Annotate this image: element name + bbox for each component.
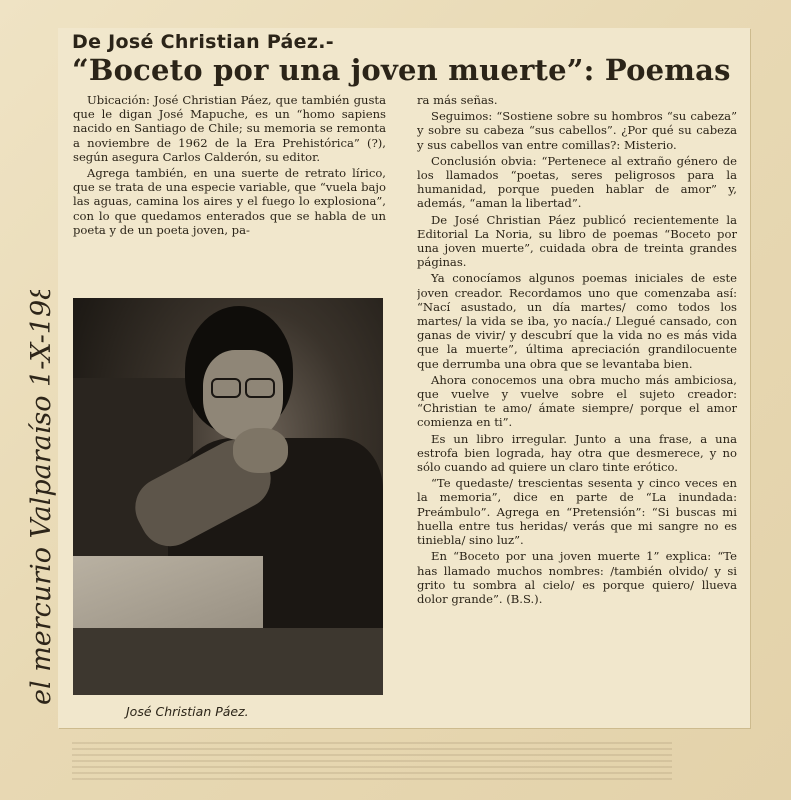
paragraph: Seguimos: “Sostiene sobre su hombros “su cabeza” y sobre su cabeza “sus cabellos”. ¿Por qué su cabeza y sus cabellos van entre comillas?: Misterio. [417,109,737,152]
paragraph: “Te quedaste/ trescientas sesenta y cinco veces en la memoria”, dice en parte de “La inundada: Preámbulo”. Agrega en “Pretensión”: “Si buscas mi huella entre tus heridas/ verás que mi sangre no es tiniebla/ sino luz”. [417,476,737,548]
article-column-right [417,93,737,727]
photo-caption: José Christian Páez. [126,704,249,719]
handwritten-note-text: el mercurio Valparaíso 1-X-1986 p. 8 [26,290,57,705]
author-photo [73,298,383,695]
paragraph: Ya conocíamos algunos poemas iniciales de este joven creador. Recordamos uno que comenzaba así: “Nací asustado, un día martes/ como todos los martes/ la vida se iba, yo nacía./ Llegué cansado, con ganas de vivir/ y descubrí que la vida no es más vida que la muerte”, última apreciación grandilocuente que derrumba una obra que se levantaba bien. [417,271,737,371]
article-column-left [73,93,386,287]
paragraph: Conclusión obvia: “Pertenece al extraño género de los llamados “poetas, seres peligrosos para la humanidad, porque pueden hablar de amor” y, además, “aman la libertad”. [417,153,737,211]
paragraph: ra más señas. [417,93,498,107]
paragraph: Agrega también, en una suerte de retrato lírico, que se trata de una especie variable, que “vuela bajo las aguas, camina los aires y el fuego lo explosiona”, con lo que quedamos enterados que se habla de un poeta y de un poeta joven, pa- [73,166,386,237]
article-byline: De José Christian Páez.- [72,31,334,53]
paragraph: Ahora conocemos una obra mucho más ambiciosa, que vuelve y vuelve sobre el sujeto creador: “Christian te amo/ ámate siempre/ porque el amor comienza en ti”. [417,372,737,430]
paragraph: De José Christian Páez publicó recientemente la Editorial La Noria, su libro de poemas “Boceto por una joven muerte”, cuidada obra de treinta grandes páginas. [417,212,737,270]
handwritten-source-note [14,290,62,710]
bleed-through-text [72,740,672,780]
paragraph: Es un libro irregular. Junto a una frase, a una estrofa bien lograda, hay otra que desmerece, y no sólo cuando ad quiere un claro tinte erótico. [417,431,737,475]
article-title: “Boceto por una joven muerte”: Poemas [72,53,731,87]
paragraph: Ubicación: José Christian Páez, que también gusta que le digan José Mapuche, es un “homo sapiens nacido en Santiago de Chile; su memoria se remonta a noviembre de 1962 de la Era Prehistórica” (?), según asegura Carlos Calderón, su editor. [73,93,386,164]
paragraph: En “Boceto por una joven muerte 1” explica: “Te has llamado muchos nombres: /también olvido/ y si grito tu sombra al cielo/ es porque quiero/ llueva dolor grande”. (B.S.). [417,549,737,606]
